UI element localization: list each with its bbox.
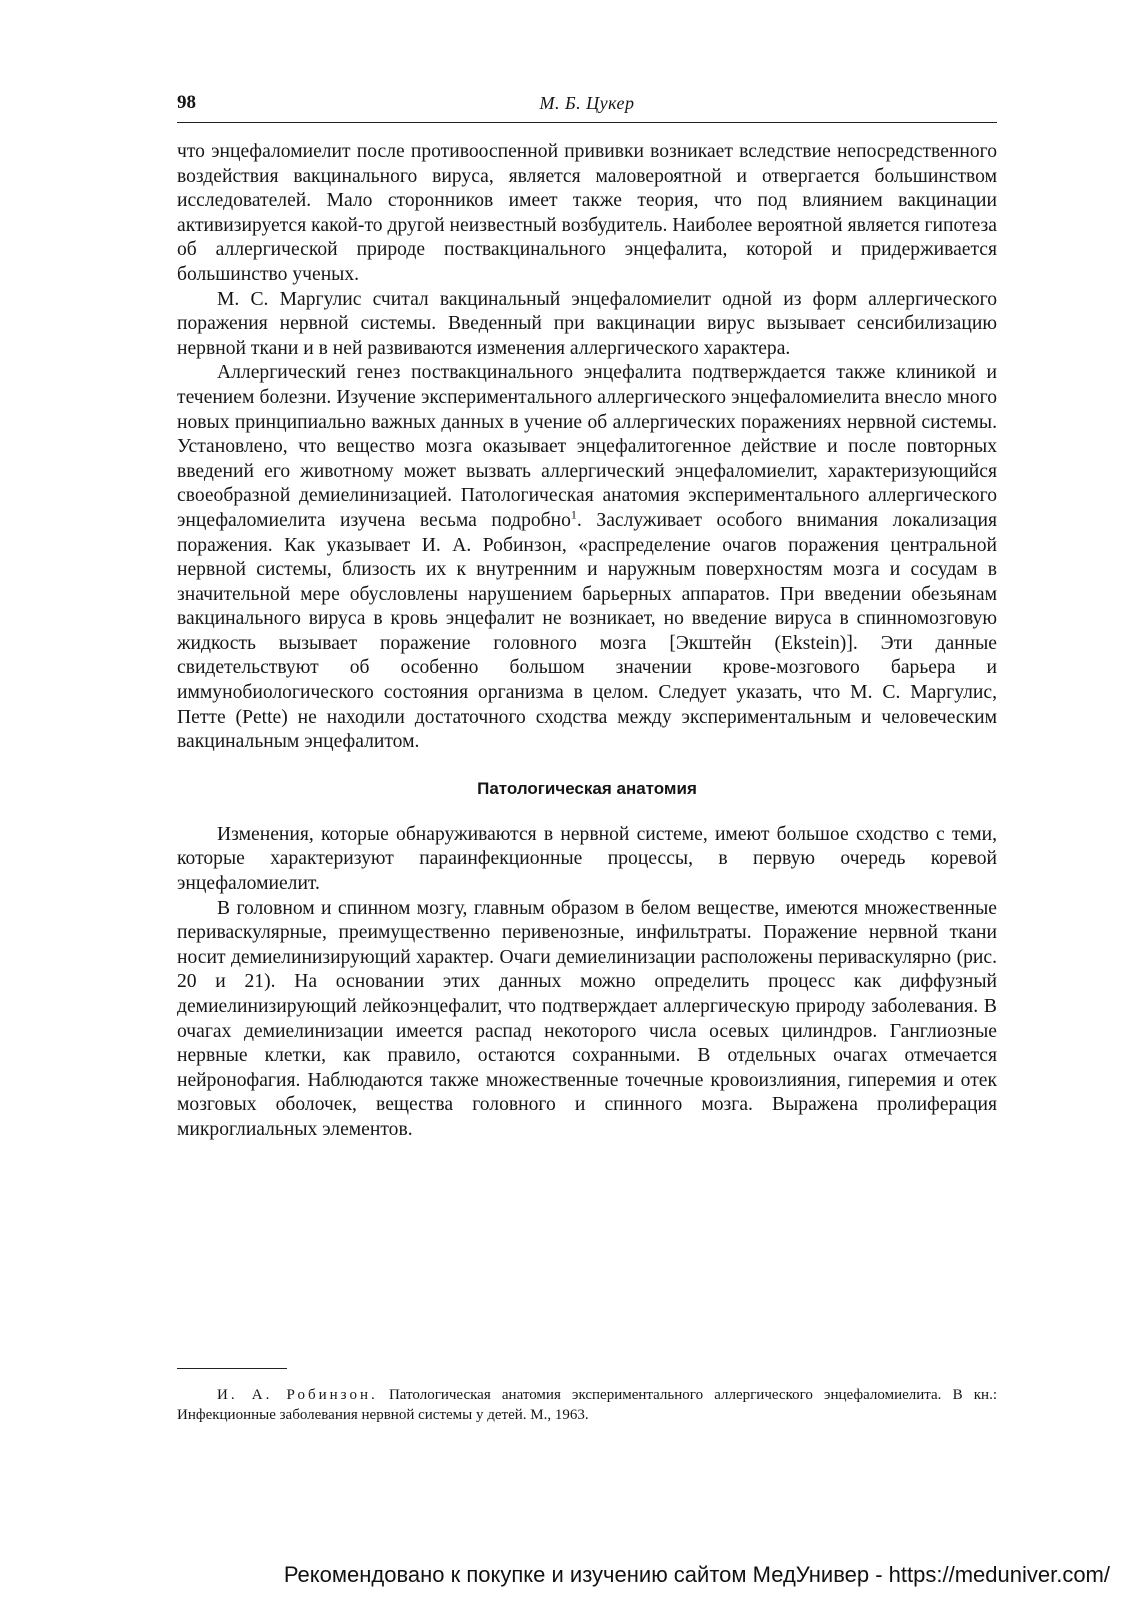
watermark-text: Рекомендовано к покупке и изучению сайтом МедУнивер - https://meduniver.com/ <box>283 1562 1110 1587</box>
footnote-reference: 1 <box>570 507 577 522</box>
running-head <box>177 92 997 123</box>
paragraph-brain-findings: В головном и спинном мозгу, главным образом в белом веществе, имеются множественные периваскулярные, преимущественно перивенозные, инфильтраты. Поражение нервной ткани носит демиелинизирующий характер. Очаги демиелинизации расположены периваскулярно (рис. 20 и 21). На основании этих данных можно определить процесс как диффузный демиелинизирующий лейкоэнцефалит, что подтверждает аллергическую природу заболевания. В очагах демиелинизации имеется распад некоторого числа осевых цилиндров. Ганглиозные нервные клетки, как правило, остаются сохранными. В отдельных очагах отмечается нейронофагия. Наблюдаются также множественные точечные кровоизлияния, гиперемия и отек мозговых оболочек, вещества головного и спинного мозга. Выражена пролиферация микроглиальных элементов. <box>177 897 997 1140</box>
running-title: М. Б. Цукер <box>539 93 635 113</box>
page-number: 98 <box>177 92 196 113</box>
paragraph-allergic-genesis-part-2: . Заслуживает особого внимания локализация поражения. Как указывает И. А. Робинзон, «распределение очагов поражения центральной нервной системы, близость их к внутренним и наружным поверхностям мозга и сосудам в значительной мере обусловлены нарушением барьерных аппаратов. При введении обезьянам вакцинального вируса в кровь энцефалит не возникает, но введение вируса в спинномозговую жидкость вызывает поражение головного мозга [Экштейн (Ekstein)]. Эти данные свидетельствуют об особенно большом значении крове-мозгового барьера и иммунобиологического состояния организма в целом. Следует указать, что М. С. Маргулис, Петте (Pette) не находили достаточного сходства между экспериментальным и человеческим вакцинальным энцефалитом. <box>177 509 997 753</box>
footnote <box>177 1385 997 1425</box>
paragraph-allergic-genesis-part-1: Аллергический генез поствакцинального энцефалита подтверждается также клиникой и течением болезни. Изучение экспериментального аллергического энцефаломиелита внесло много новых принципиально важных данных в учение об аллергических поражениях нервной системы. Установлено, что вещество мозга оказывает энцефалитогенное действие и после повторных введений его животному может вызвать аллергический энцефаломиелит, характеризующийся своеобразной демиелинизацией. Патологическая анатомия экспериментального аллергического энцефаломиелита изучена весьма подробно <box>177 362 997 531</box>
paragraph-margulis: М. С. Маргулис считал вакцинальный энцефаломиелит одной из форм аллергического поражения нервной системы. Введенный при вакцинации вирус вызывает сенсибилизацию нервной ткани и в ней развиваются изменения аллергического характера. <box>177 288 997 359</box>
footnote-author: И. А. Робинзон. <box>217 1387 378 1403</box>
body-text <box>177 140 997 1143</box>
section-heading: Патологическая анатомия <box>477 778 697 798</box>
paragraph-allergic-genesis <box>177 361 997 755</box>
footnote-divider <box>177 1368 287 1369</box>
paragraph-changes: Изменения, которые обнаруживаются в нервной системе, имеют большое сходство с теми, которые характеризуют параинфекционные процессы, в первую очередь коревой энцефаломиелит. <box>177 823 997 895</box>
paragraph-continuation: что энцефаломиелит после противооспенной прививки возникает вследствие непосредственного воздействия вакцинального вируса, является маловероятной и отвергается большинством исследователей. Мало сторонников имеет также теория, что под влиянием вакцинации активизируется какой-то другой неизвестный возбудитель. Наиболее вероятной является гипотеза об аллергической природе поствакцинального энцефалита, которой и придерживается большинство ученых. <box>177 141 997 285</box>
footnote-text: Патологическая анатомия экспериментального аллергического энцефаломиелита. В кн.: Инфекционные заболевания нервной системы у детей. М., 1963. <box>177 1387 997 1423</box>
